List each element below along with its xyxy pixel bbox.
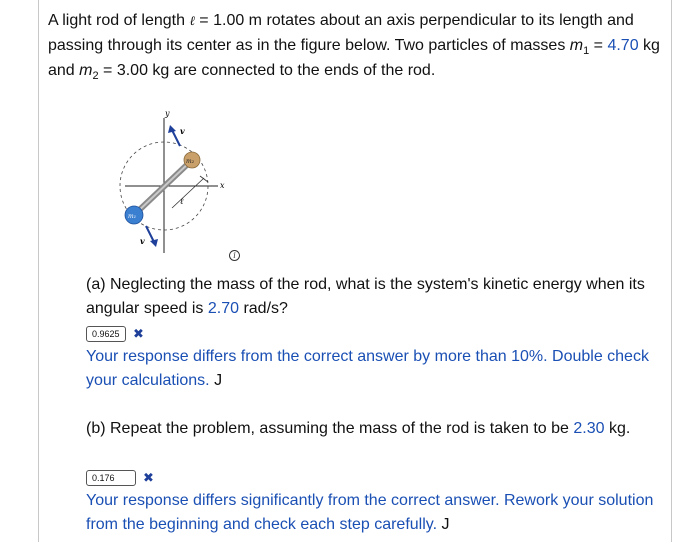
part-a-feedback-mark: J	[214, 372, 223, 389]
m2-symbol: m	[79, 62, 93, 79]
part-b-answer-input[interactable]: 0.176	[86, 470, 136, 486]
part-b-incorrect-icon: ✖	[143, 470, 154, 485]
problem-statement	[48, 9, 663, 84]
intro-text-2: = 1.00 m rotates about an axis perpendicular to its length and passing through its center as in the figure below. Two particles of masses	[48, 12, 634, 54]
part-a-feedback-text: Your response differs from the correct answer by more than 10%. Double check your calculations.	[86, 348, 649, 389]
intro-text-5: = 3.00 kg are connected to the ends of the rod.	[98, 62, 436, 79]
part-a-answer-input[interactable]: 0.9625	[86, 326, 126, 342]
velocity-label-m2: v	[180, 126, 185, 136]
m1-symbol: m	[569, 37, 584, 54]
part-b-feedback-mark: J	[441, 516, 450, 533]
part-b-feedback-text: Your response differs significantly from the correct answer. Rework your solution from the beginning and check each step carefully.	[86, 492, 654, 533]
info-icon[interactable]: i	[229, 250, 240, 261]
rod-mass-value: 2.30	[573, 420, 605, 437]
part-a-text-2: rad/s?	[239, 300, 288, 317]
part-a-feedback	[86, 345, 671, 393]
y-axis-label: y	[165, 109, 170, 118]
intro-text-3: =	[589, 37, 608, 54]
intro-text-1: A light rod of length	[48, 12, 190, 29]
m2-subscript: 2	[92, 70, 99, 82]
part-a-text-1: (a) Neglecting the mass of the rod, what is the system's kinetic energy when its angular speed is	[86, 276, 645, 317]
m1-particle-label: m₁	[128, 213, 137, 220]
ell-symbol: ℓ	[189, 14, 195, 29]
m1-value: 4.70	[607, 37, 639, 54]
m2-particle-label: m₂	[186, 158, 195, 165]
part-a-question	[86, 273, 666, 321]
part-b-text-1: (b) Repeat the problem, assuming the mass of the rod is taken to be	[86, 420, 574, 437]
x-axis-label: x	[220, 181, 225, 190]
velocity-arrowhead-m2	[168, 125, 176, 133]
part-b-feedback	[86, 489, 671, 537]
m1-subscript: 1	[583, 45, 590, 57]
part-b-text-2: kg.	[604, 420, 631, 437]
velocity-label-m1: v	[140, 236, 145, 246]
intro-text-4: kg and	[48, 37, 660, 79]
length-indicator	[172, 178, 204, 208]
part-b-question	[86, 417, 666, 441]
velocity-arrow-m2	[172, 130, 180, 146]
ell-label: ℓ	[180, 197, 184, 206]
angular-speed-value: 2.70	[207, 300, 239, 317]
rotating-rod-figure	[100, 108, 240, 258]
velocity-arrowhead-m1	[150, 239, 158, 247]
rod-highlight	[134, 160, 192, 215]
part-a-incorrect-icon: ✖	[133, 326, 144, 341]
